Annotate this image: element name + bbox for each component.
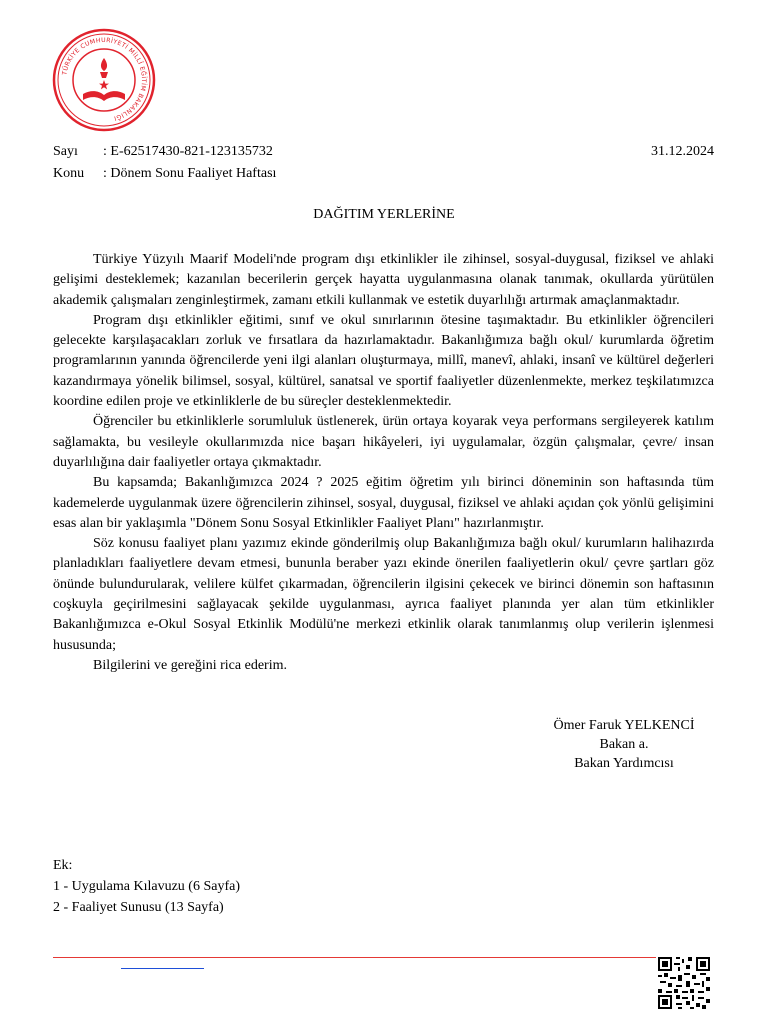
footer-divider <box>53 957 656 958</box>
attachments-label: Ek: <box>53 858 73 873</box>
signature-block <box>534 716 714 773</box>
subject-value: : Dönem Sonu Faaliyet Haftası <box>103 166 277 181</box>
paragraph: Söz konusu faaliyet planı yazımız ekinde gönderilmiş olup Bakanlığımıza bağlı okul/ kurumların halihazırda planladıkları faaliyetlere devam etmesi, bununla beraber yazı ekinde önerilen faaliyetlerin okul/ çevre şartları göz önünde bulundurularak, velilere külfet çıkarmadan, öğrencilerin ilgisini çekecek ve birinci dönemin son haftasının coşkuyla geçirilmesini sağlayacak şekilde uygulanması, ayrıca faaliyet planında yer alan tüm etkinlikler Bakanlığımızca e-Okul Sosyal Etkinlik Modülü'ne merkezi etkinlik olarak tanımlanmış olup verilerin işlenmesi hususunda; <box>53 536 714 653</box>
attachment-item: 1 - Uygulama Kılavuzu (6 Sayfa) <box>53 879 240 894</box>
number-label: Sayı <box>53 144 78 159</box>
ministry-seal-logo <box>52 28 156 132</box>
paragraph: Bilgilerini ve gereğini rica ederim. <box>93 657 287 673</box>
paragraph: Bu kapsamda; Bakanlığımızca 2024 ? 2025 eğitim öğretim yılı birinci döneminin son haftasında tüm kademelerde uygulanmak üzere öğrencilerin zihinsel, sosyal, duygusal, fiziksel ve ahlaki açıdan çok yönlü gelişimini esas alan bir yaklaşımla "Dönem Sonu Sosyal Etkinlikler Faaliyet Planı" hazırlanmıştır. <box>53 475 714 531</box>
seal-ring-text: TÜRKİYE CUMHURİYETİ MİLLÎ EĞİTİM BAKANLIĞI <box>61 36 148 122</box>
subject-label: Konu <box>53 166 85 181</box>
paragraph: Program dışı etkinlikler eğitimi, sınıf ve okul sınırlarının ötesine taşımaktadır. Bu etkinlikler öğrencileri gelecekte karşılaşacakları zorluk ve fırsatlara da hazırlamaktadır. Bakanlığımıza bağlı okul/ kurumlarda öğretim programlarının yanında öğrencilerde yeni ilgi alanları oluşturmaya, millî, manevî, ahlaki, insanî ve kültürel değerleri kazandırmaya yönelik bilimsel, sosyal, kültürel, sanatsal ve sportif faaliyetler düzenlenmekte, merkez teşkilatımızca koordine edilen proje ve etkinliklerle de bu süreçler desteklenmektedir. <box>53 312 714 410</box>
document-number-row <box>53 143 273 161</box>
signatory-name: Ömer Faruk YELKENCİ <box>553 718 695 733</box>
paragraph: Türkiye Yüzyılı Maarif Modeli'nde program dışı etkinlikler ile zihinsel, sosyal-duygusal, fiziksel ve ahlaki gelişimi desteklemek; kazanılan becerilerin gerçek hayatta uygulanmasına olanak tanımak, okullarda yürütülen akademik çalışmaları zenginleştirmek, zamanı etkili kullanmak ve estetik duyarlılığı artırmak amaçlanmaktadır. <box>53 252 714 308</box>
paragraph: Öğrenciler bu etkinliklerle sorumluluk üstlenerek, ürün ortaya koyarak veya performans sergileyerek katılım sağlamakta, bu vesileyle okullarımızda nice başarı hikâyeleri, iyi uygulamalar, özgün çalışmalar, çevre/ insan duyarlılığına dair faaliyetler ortaya çıkmaktadır. <box>53 414 714 470</box>
signatory-title: Bakan Yardımcısı <box>574 756 674 771</box>
number-value: : E-62517430-821-123135732 <box>103 144 273 159</box>
attachments <box>53 855 240 918</box>
subject-row <box>53 165 276 183</box>
qr-code-icon <box>658 957 710 1009</box>
letter-body <box>53 250 714 676</box>
recipients-heading: DAĞITIM YERLERİNE <box>313 207 455 222</box>
document-date: 31.12.2024 <box>651 144 714 159</box>
signatory-line: Bakan a. <box>599 737 649 752</box>
attachment-item: 2 - Faaliyet Sunusu (13 Sayfa) <box>53 900 224 915</box>
footer-link[interactable] <box>121 968 204 969</box>
